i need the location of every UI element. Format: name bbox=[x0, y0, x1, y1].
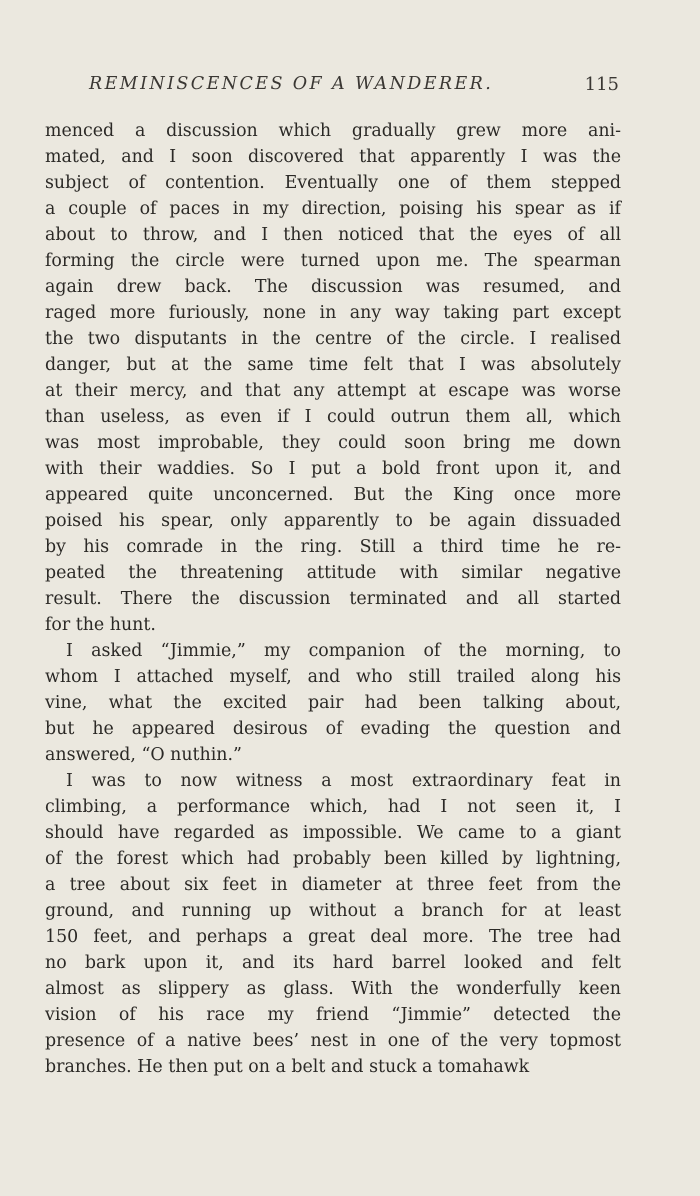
text-line: appeared quite unconcerned. But the King once more bbox=[45, 485, 621, 505]
text-line: again drew back. The discussion was resumed, and bbox=[45, 277, 621, 297]
text-line: raged more furiously, none in any way taking part except bbox=[45, 303, 621, 323]
text-line: presence of a native bees’ nest in one of the very topmost bbox=[45, 1031, 621, 1051]
running-head bbox=[45, 74, 621, 100]
text-line: answered, “O nuthin.” bbox=[45, 745, 242, 765]
text-line: result. There the discussion terminated and all started bbox=[45, 589, 621, 609]
text-line: a tree about six feet in diameter at three feet from the bbox=[45, 875, 621, 895]
text-line: poised his spear, only apparently to be again dissuaded bbox=[45, 511, 621, 531]
text-line: but he appeared desirous of evading the question and bbox=[45, 719, 621, 739]
text-line: by his comrade in the ring. Still a third time he re- bbox=[45, 537, 621, 557]
text-line: I asked “Jimmie,” my companion of the morning, to bbox=[66, 641, 621, 661]
body-text bbox=[45, 118, 621, 1080]
text-line: almost as slippery as glass. With the wonderfully keen bbox=[45, 979, 621, 999]
text-line: vine, what the excited pair had been talking about, bbox=[45, 693, 621, 713]
text-line: whom I attached myself, and who still trailed along his bbox=[45, 667, 621, 687]
text-line: no bark upon it, and its hard barrel looked and felt bbox=[45, 953, 621, 973]
text-line: danger, but at the same time felt that I was absolutely bbox=[45, 355, 621, 375]
text-line: peated the threatening attitude with similar negative bbox=[45, 563, 621, 583]
text-line: for the hunt. bbox=[45, 615, 156, 635]
text-line: vision of his race my friend “Jimmie” detected the bbox=[45, 1005, 621, 1025]
text-line: forming the circle were turned upon me. The spearman bbox=[45, 251, 621, 271]
text-line: of the forest which had probably been killed by lightning, bbox=[45, 849, 621, 869]
text-line: at their mercy, and that any attempt at escape was worse bbox=[45, 381, 621, 401]
text-line: mated, and I soon discovered that apparently I was the bbox=[45, 147, 621, 167]
text-line: than useless, as even if I could outrun them all, which bbox=[45, 407, 621, 427]
text-line: was most improbable, they could soon bring me down bbox=[45, 433, 621, 453]
text-line: the two disputants in the centre of the circle. I realised bbox=[45, 329, 621, 349]
text-line: climbing, a performance which, had I not seen it, I bbox=[45, 797, 621, 817]
page-number: 115 bbox=[584, 74, 619, 95]
text-line: ground, and running up without a branch for at least bbox=[45, 901, 621, 921]
text-line: menced a discussion which gradually grew more ani- bbox=[45, 121, 621, 141]
text-line: subject of contention. Eventually one of them stepped bbox=[45, 173, 621, 193]
text-line: I was to now witness a most extraordinary feat in bbox=[66, 771, 621, 791]
running-title: REMINISCENCES OF A WANDERER. bbox=[89, 74, 494, 94]
text-line: branches. He then put on a belt and stuck a tomahawk bbox=[45, 1057, 530, 1077]
paragraph bbox=[45, 638, 621, 768]
text-line: about to throw, and I then noticed that the eyes of all bbox=[45, 225, 621, 245]
text-line: a couple of paces in my direction, poising his spear as if bbox=[45, 199, 621, 219]
text-line: should have regarded as impossible. We came to a giant bbox=[45, 823, 621, 843]
text-line: with their waddies. So I put a bold front upon it, and bbox=[45, 459, 621, 479]
text-line: 150 feet, and perhaps a great deal more. The tree had bbox=[45, 927, 621, 947]
paragraph bbox=[45, 768, 621, 1080]
paragraph bbox=[45, 118, 621, 638]
